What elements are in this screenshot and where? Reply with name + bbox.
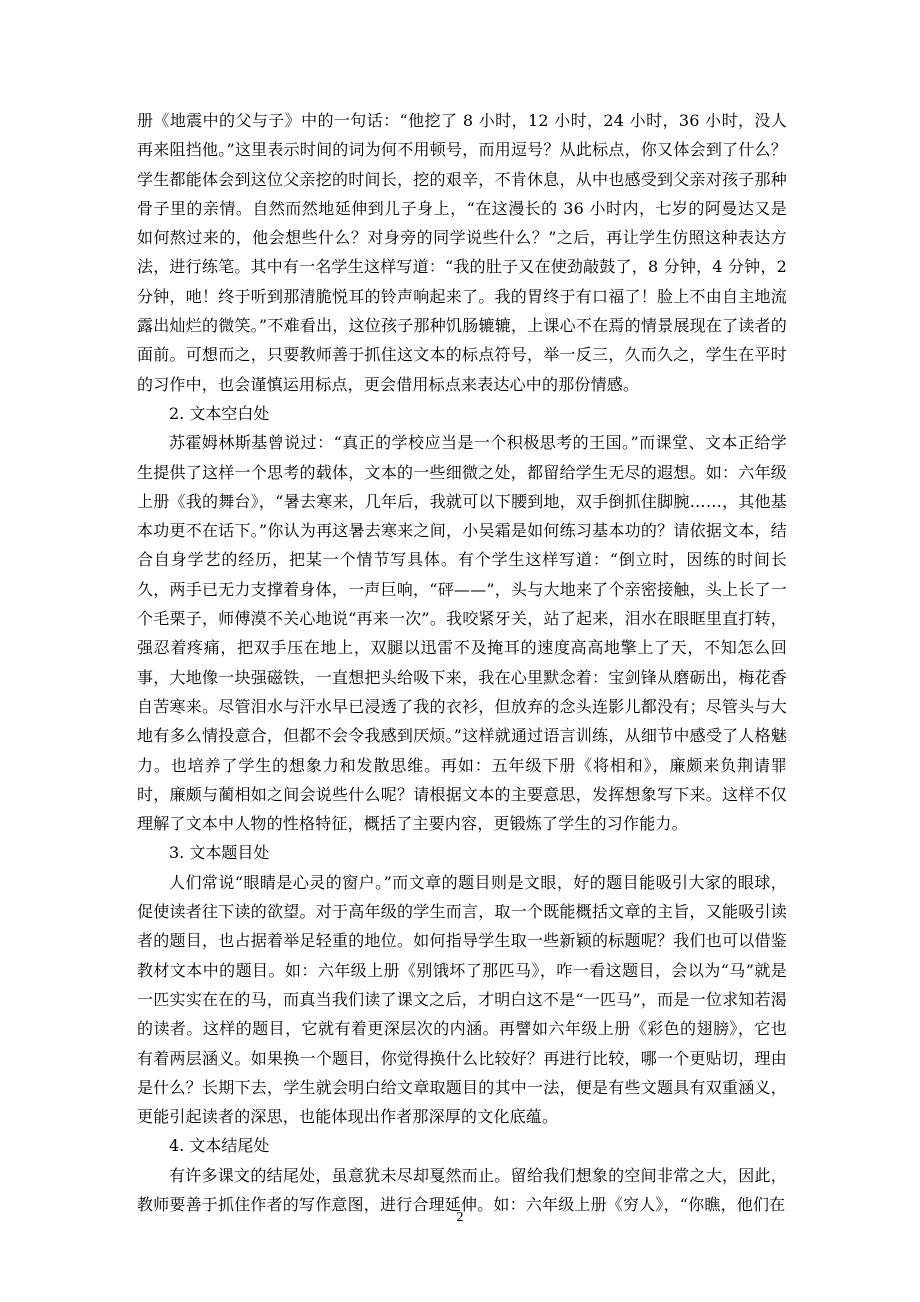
paragraph-blank-space: 苏霍姆林斯基曾说过：“真正的学校应当是一个积极思考的王国。”而课堂、文本正给学生提供了这样一个思考的载体，文本的一些细微之处，都留给学生无尽的遐想。如：六年级上册《我的舞台》，“暑去寒来，几年后，我就可以下腰到地，双手倒抓住脚腕……，其他基本功更不在话下。”你认为再这暑去寒来之间，小吴霜是如何练习基本功的？请依据文本，结合自身学艺的经历，把某一个情节写具体。有个学生这样写道：“倒立时，因练的时间长久，两手已无力支撑着身体，一声巨响，“砰——”，头与大地来了个亲密接触，头上长了一个毛栗子，师傅漠不关心地说“再来一次”。我咬紧牙关，站了起来，泪水在眼眶里直打转，强忍着疼痛，把双手压在地上，双腿以迅雷不及掩耳的速度高高地擎上了天，不知怎么回事，大地像一块强磁铁，一直想把头给吸下来，我在心里默念着：宝剑锋从磨砺出，梅花香自苦寒来。尽管泪水与汗水早已浸透了我的衣衫，但放弃的念头连影儿都没有；尽管头与大地有多么情投意合，但都不会令我感到厌烦。”这样就通过语言训练，从细节中感受了人格魅力。也培养了学生的想象力和发散思维。再如：五年级下册《将相和》，廉颇来负荆请罪时，廉颇与蔺相如之间会说些什么呢？请根据文本的主要意思，发挥想象写下来。这样不仅理解了文本中人物的性格特征，概括了主要内容，更锻炼了学生的习作能力。 [137,433,787,834]
section-heading-ending: 4. 文本结尾处 [169,1136,270,1156]
section-heading-blank-space: 2. 文本空白处 [169,403,270,423]
paragraph-ending: 有许多课文的结尾处，虽意犹未尽却戛然而止。留给我们想象的空间非常之大，因此，教师要善于抓住作者的写作意图，进行合理延伸。如：六年级上册《穷人》，“你瞧，他们在 [137,1165,787,1214]
document-body [137,106,787,1219]
paragraph-punctuation: 册《地震中的父与子》中的一句话：“他挖了 8 小时，12 小时，24 小时，36 小时，没人再来阻挡他。”这里表示时间的词为何不用顿号，而用逗号？从此标点，你又体会到了什么？学生都能体会到这位父亲挖的时间长，挖的艰辛，不肯休息，从中也感受到父亲对孩子那种骨子里的亲情。自然而然地延伸到儿子身上，“在这漫长的 36 小时内，七岁的阿曼达又是如何熬过来的，他会想些什么？对身旁的同学说些什么？”之后，再让学生仿照这种表达方法，进行练笔。其中有一名学生这样写道：“我的肚子又在使劲敲鼓了，8 分钟，4 分钟，2 分钟，吔！终于听到那清脆悦耳的铃声响起来了。我的胃终于有口福了！脸上不由自主地流露出灿烂的微笑。”不难看出，这位孩子那种饥肠辘辘，上课心不在焉的情景展现在了读者的面前。可想而之，只要教师善于抓住这文本的标点符号，举一反三，久而久之，学生在平时的习作中，也会谨慎运用标点，更会借用标点来表达心中的那份情感。 [137,111,787,394]
page-number: 2 [456,1210,464,1225]
paragraph-title: 人们常说“眼睛是心灵的窗户。”而文章的题目则是文眼，好的题目能吸引大家的眼球，促使读者往下读的欲望。对于高年级的学生而言，取一个既能概括文章的主旨，又能吸引读者的题目，也占据着举足轻重的地位。如何指导学生取一些新颖的标题呢？我们也可以借鉴教材文本中的题目。如：六年级上册《别饿坏了那匹马》，咋一看这题目，会以为“马”就是一匹实实在在的马，而真当我们读了课文之后，才明白这不是“一匹马”，而是一位求知若渴的读者。这样的题目，它就有着更深层次的内涵。再譬如六年级上册《彩色的翅膀》，它也有着两层涵义。如果换一个题目，你觉得换什么比较好？再进行比较，哪一个更贴切，理由是什么？长期下去，学生就会明白给文章取题目的其中一法，便是有些文题具有双重涵义，更能引起读者的深思，也能体现出作者那深厚的文化底蕴。 [137,872,787,1127]
section-heading-title: 3. 文本题目处 [169,843,270,863]
